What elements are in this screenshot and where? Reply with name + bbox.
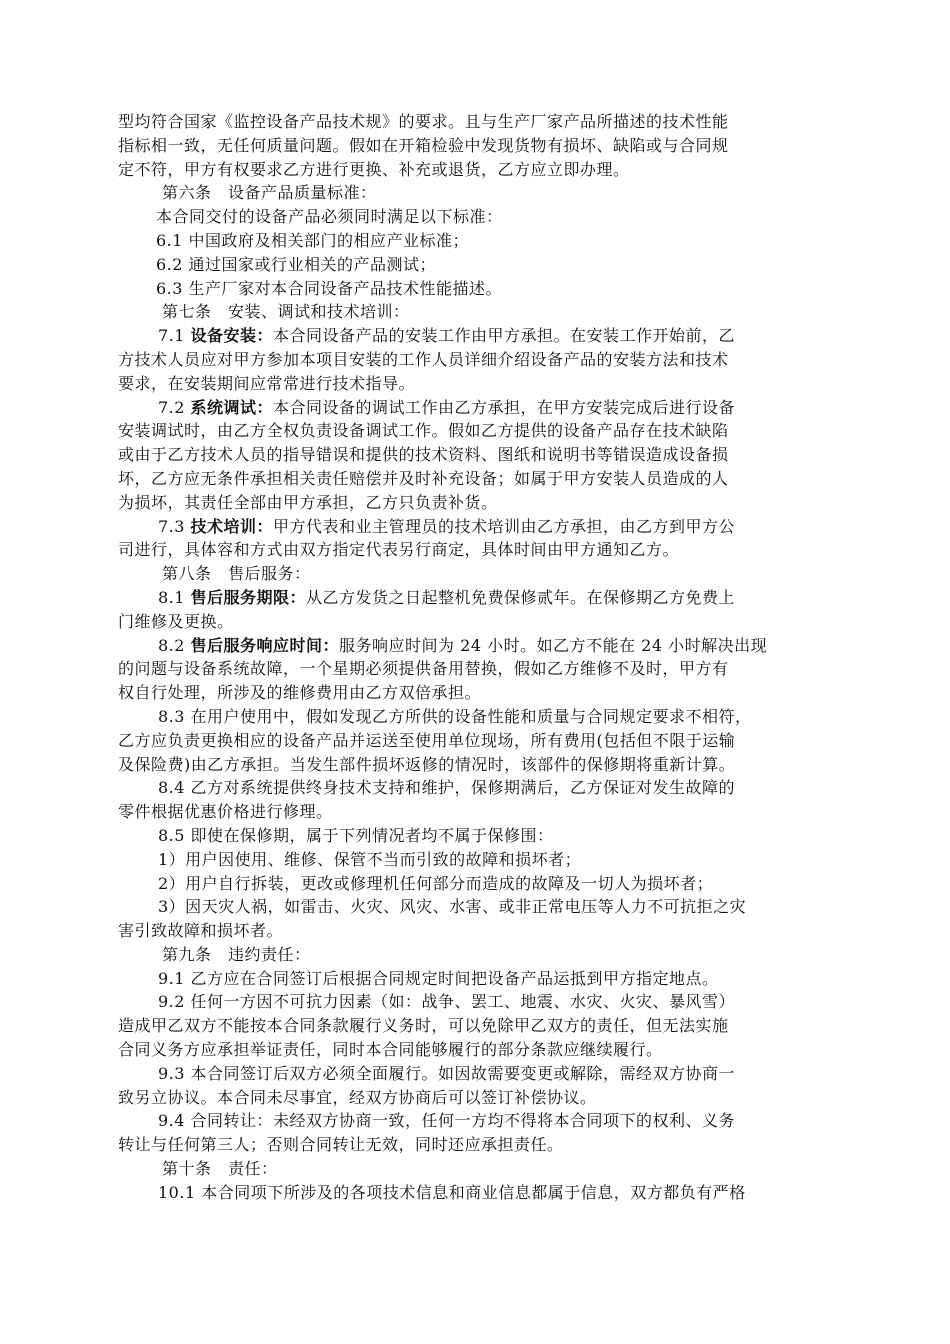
- text-line: [118, 967, 848, 991]
- bold-term: 技术培训：: [190, 516, 274, 536]
- text-run: 造成甲乙双方不能按本合同条款履行义务时，可以免除甲乙双方的责任，但无法实施: [118, 1016, 729, 1036]
- text-run: 第十条 责任：: [162, 1159, 278, 1179]
- text-run: 10.1 本合同项下所涉及的各项技术信息和商业信息都属于信息，双方都负有严格: [158, 1182, 746, 1202]
- text-run: 本合同设备产品的安装工作由甲方承担。在安装工作开始前，乙: [273, 326, 736, 346]
- text-line: [118, 919, 848, 943]
- text-run: 合同义务方应承担举证责任，同时本合同能够履行的部分条款应继续履行。: [118, 1040, 663, 1060]
- text-run: 致另立协议。本合同未尽事宜，经双方协商后可以签订补偿协议。: [118, 1087, 597, 1107]
- text-line: [118, 895, 848, 919]
- text-line: [118, 491, 848, 515]
- text-run: 转让与任何第三人；否则合同转让无效，同时还应承担责任。: [118, 1135, 564, 1155]
- text-line: [118, 800, 848, 824]
- text-run: 9.3 本合同签订后双方必须全面履行。如因故需要变更或解除，需经双方协商一: [158, 1063, 736, 1083]
- text-line: [118, 134, 848, 158]
- text-run: 8.3 在用户使用中，假如发现乙方所供的设备性能和质量与合同规定要求不相符，: [158, 706, 752, 726]
- text-run: 要求，在安装期间应常常进行技术指导。: [118, 373, 416, 393]
- text-line: [118, 824, 848, 848]
- text-line: [118, 372, 848, 396]
- text-line: [118, 657, 848, 681]
- text-line: [118, 229, 848, 253]
- text-run: 3）因天灾人祸，如雷击、火灾、风灾、水害、或非正常电压等人力不可抗拒之灾: [158, 897, 747, 917]
- text-line: [118, 990, 848, 1014]
- text-run: 第六条 设备产品质量标准：: [162, 183, 377, 203]
- text-run: 6.3 生产厂家对本合同设备产品技术性能描述。: [156, 278, 503, 298]
- text-run: 定不符，甲方有权要求乙方进行更换、补充或退货，乙方应立即办理。: [118, 159, 630, 179]
- text-run: 第七条 安装、调试和技术培训：: [162, 302, 410, 322]
- contract-text-body: [118, 110, 848, 1205]
- text-line: [118, 515, 848, 539]
- text-run: 或由于乙方技术人员的指导错误和提供的技术资料、图纸和说明书等错误造成设备损: [118, 445, 729, 465]
- text-run: 第八条 售后服务：: [162, 564, 311, 584]
- text-line: [118, 467, 848, 491]
- text-run: 8.1: [158, 587, 191, 607]
- text-line: [118, 396, 848, 420]
- text-line: [118, 943, 848, 967]
- text-line: [118, 348, 848, 372]
- text-run: 坏，乙方应无条件承担相关责任赔偿并及时补充设备；如属于甲方安装人员造成的人: [118, 468, 729, 488]
- text-line: [118, 324, 848, 348]
- text-run: 从乙方发货之日起整机免费保修贰年。在保修期乙方免费上: [306, 587, 736, 607]
- text-run: 安装调试时，由乙方全权负责设备调试工作。假如乙方提供的设备产品存在技术缺陷: [118, 421, 729, 441]
- text-line: [118, 277, 848, 301]
- text-line: [118, 1157, 848, 1181]
- text-line: [118, 610, 848, 634]
- text-line: [118, 538, 848, 562]
- text-run: 指标相一致，无任何质量问题。假如在开箱检验中发现货物有损坏、缺陷或与合同规: [118, 135, 729, 155]
- text-run: 9.2 任何一方因不可抗力因素（如：战争、罢工、地震、水灾、火灾、暴风雪）: [158, 992, 736, 1012]
- text-run: 9.4 合同转让：未经双方协商一致，任何一方均不得将本合同项下的权利、义务: [158, 1111, 736, 1131]
- text-run: 为损坏，其责任全部由甲方承担，乙方只负责补货。: [118, 492, 498, 512]
- text-run: 的问题与设备系统故障，一个星期必须提供备用替换，假如乙方维修不及时，甲方有: [118, 659, 729, 679]
- text-run: 方技术人员应对甲方参加本项目安装的工作人员详细介绍设备产品的安装方法和技术: [118, 349, 729, 369]
- text-line: [118, 848, 848, 872]
- text-run: 7.2: [158, 397, 191, 417]
- text-line: [118, 729, 848, 753]
- bold-term: 售后服务响应时间：: [190, 635, 340, 655]
- text-run: 7.1: [158, 326, 191, 346]
- text-run: 司进行，具体容和方式由双方指定代表另行商定，具体时间由甲方通知乙方。: [118, 540, 680, 560]
- text-run: 9.1 乙方应在合同签订后根据合同规定时间把设备产品运抵到甲方指定地点。: [158, 968, 719, 988]
- text-line: [118, 205, 848, 229]
- bold-term: 售后服务期限：: [190, 587, 307, 607]
- text-run: 甲方代表和业主管理员的技术培训由乙方承担，由乙方到甲方公: [273, 516, 736, 536]
- text-run: 权自行处理，所涉及的维修费用由乙方双倍承担。: [118, 683, 482, 703]
- text-run: 6.2 通过国家或行业相关的产品测试；: [156, 254, 437, 274]
- text-line: [118, 705, 848, 729]
- text-line: [118, 776, 848, 800]
- text-line: [118, 181, 848, 205]
- text-run: 8.2: [158, 635, 191, 655]
- bold-term: 设备安装：: [190, 326, 274, 346]
- text-run: 8.5 即使在保修期，属于下列情况者均不属于保修围：: [158, 825, 554, 845]
- text-line: [118, 753, 848, 777]
- text-line: [118, 1181, 848, 1205]
- text-line: [118, 253, 848, 277]
- text-line: [118, 1062, 848, 1086]
- text-run: 1）用户因使用、维修、保管不当而引致的故障和损坏者；: [158, 849, 582, 869]
- text-run: 本合同设备的调试工作由乙方承担，在甲方安装完成后进行设备: [273, 397, 736, 417]
- text-line: [118, 872, 848, 896]
- text-line: [118, 562, 848, 586]
- text-line: [118, 1014, 848, 1038]
- text-line: [118, 1086, 848, 1110]
- text-run: 第九条 违约责任：: [162, 944, 311, 964]
- text-run: 6.1 中国政府及相关部门的相应产业标准；: [156, 230, 470, 250]
- text-line: [118, 681, 848, 705]
- text-line: [118, 634, 848, 658]
- text-line: [118, 300, 848, 324]
- text-run: 乙方应负责更换相应的设备产品并运送至使用单位现场，所有费用(包括但不限于运输: [118, 730, 736, 750]
- text-line: [118, 419, 848, 443]
- text-run: 型均符合国家《监控设备产品技术规》的要求。且与生产厂家产品所描述的技术性能: [118, 112, 729, 131]
- text-run: 服务响应时间为 24 小时。如乙方不能在 24 小时解决出现: [339, 635, 768, 655]
- text-run: 门维修及更换。: [118, 611, 234, 631]
- text-run: 7.3: [158, 516, 191, 536]
- text-line: [118, 586, 848, 610]
- text-line: [118, 158, 848, 182]
- text-run: 及保险费)由乙方承担。当发生部件损坏返修的情况时，该部件的保修期将重新计算。: [118, 754, 736, 774]
- text-line: [118, 110, 848, 134]
- text-run: 本合同交付的设备产品必须同时满足以下标准：: [156, 207, 503, 227]
- text-run: 2）用户自行拆装，更改或修理机任何部分而造成的故障及一切人为损坏者；: [158, 873, 714, 893]
- text-run: 害引致故障和损坏者。: [118, 921, 284, 941]
- text-line: [118, 1133, 848, 1157]
- bold-term: 系统调试：: [190, 397, 274, 417]
- text-run: 8.4 乙方对系统提供终身技术支持和维护，保修期满后，乙方保证对发生故障的: [158, 778, 736, 798]
- text-line: [118, 1038, 848, 1062]
- text-run: 零件根据优惠价格进行修理。: [118, 802, 333, 822]
- text-line: [118, 443, 848, 467]
- text-line: [118, 1109, 848, 1133]
